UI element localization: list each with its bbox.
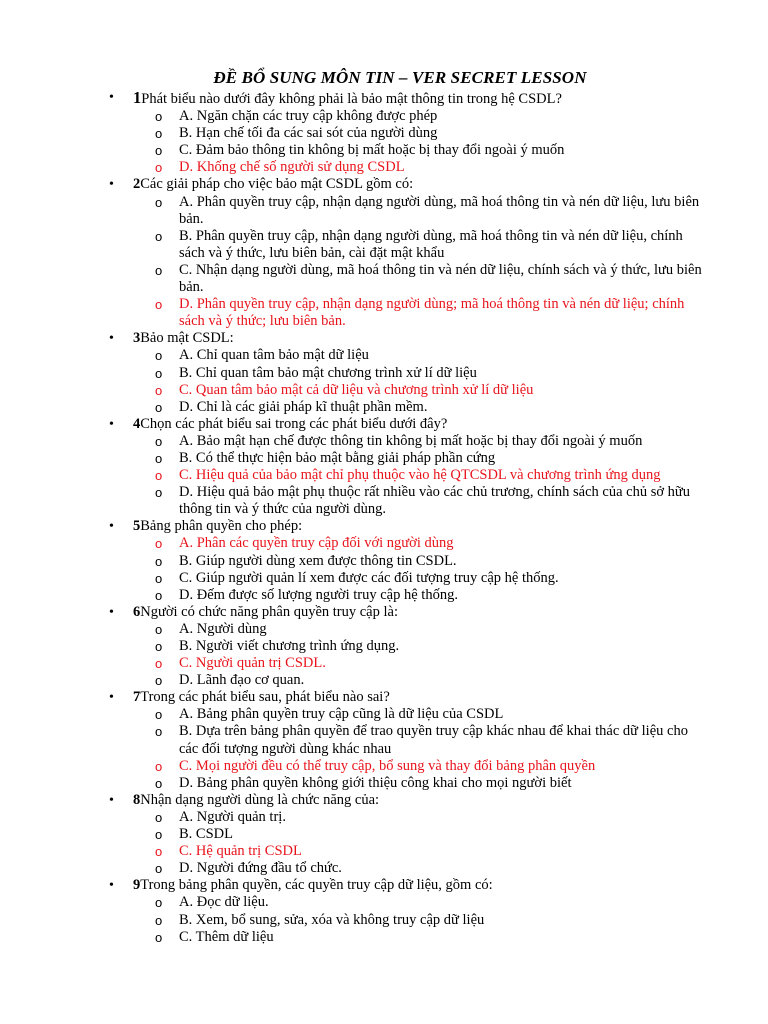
question-text: Chọn các phát biểu sai trong các phát biểu dưới đây?	[140, 415, 448, 432]
option-text: A. Bảng phân quyền truy cập cũng là dữ liệu của CSDL	[179, 706, 504, 723]
question-number: 4	[133, 415, 141, 432]
option-bullet-icon: o	[155, 399, 163, 415]
option-text: D. Chỉ là các giải pháp kĩ thuật phần mềm.	[179, 398, 428, 415]
option-bullet-icon: o	[155, 861, 163, 877]
question-item	[0, 330, 768, 415]
question-bullet-icon: •	[109, 90, 114, 105]
option-text: D. Bảng phân quyền không giới thiệu công khai cho mọi người biết	[179, 774, 572, 791]
answer-option	[155, 364, 768, 382]
question-item	[0, 604, 768, 689]
option-bullet-icon: o	[155, 809, 163, 825]
option-text: D. Phân quyền truy cập, nhận dạng người dùng; mã hoá thông tin và nén dữ liệu; chính sách và ý thức; lưu biên bản.	[179, 296, 685, 330]
option-text: C. Mọi người đều có thể truy cập, bổ sung và thay đổi bảng phân quyền	[179, 757, 596, 774]
option-bullet-icon: o	[155, 724, 163, 740]
answer-option-correct	[155, 655, 768, 672]
option-bullet-icon: o	[155, 912, 163, 928]
question-item	[0, 518, 768, 603]
option-text: C. Người quản trị CSDL.	[179, 655, 326, 672]
question-number: 5	[133, 518, 141, 535]
option-text: C. Thêm dữ liệu	[179, 928, 274, 945]
question-number: 9	[133, 877, 141, 894]
question-text: Nhận dạng người dùng là chức năng của:	[140, 791, 380, 808]
question-item	[0, 689, 768, 792]
question-item	[0, 89, 768, 176]
option-bullet-icon: o	[155, 895, 163, 911]
answer-option	[155, 569, 768, 587]
option-bullet-icon: o	[155, 570, 163, 586]
option-bullet-icon: o	[155, 929, 163, 945]
answer-option	[155, 125, 768, 142]
question-list	[0, 89, 768, 946]
question-number: 1	[133, 88, 142, 107]
option-bullet-icon: o	[155, 450, 163, 466]
option-text: A. Người quản trị.	[179, 808, 286, 825]
option-bullet-icon: o	[155, 433, 163, 449]
option-bullet-icon: o	[155, 656, 163, 672]
question-number: 8	[133, 791, 141, 808]
option-list	[133, 535, 768, 603]
answer-option	[155, 620, 768, 638]
option-text: B. Chỉ quan tâm bảo mật chương trình xử lí dữ liệu	[179, 364, 477, 381]
question-bullet-icon: •	[109, 416, 114, 432]
question-bullet-icon: •	[109, 331, 114, 347]
option-text: C. Nhận dạng người dùng, mã hoá thông tin và nén dữ liệu, chính sách và ý thức, lưu biên bản.	[179, 261, 702, 296]
option-bullet-icon: o	[155, 639, 163, 654]
option-bullet-icon: o	[155, 775, 163, 791]
answer-option	[155, 826, 768, 843]
question-bullet-icon: •	[109, 878, 114, 894]
option-text: B. Giúp người dùng xem được thông tin CSDL.	[179, 552, 457, 569]
option-bullet-icon: o	[155, 536, 163, 552]
option-list	[133, 347, 768, 415]
answer-option-correct	[155, 535, 768, 552]
answer-option	[155, 449, 768, 467]
option-text: D. Lãnh đạo cơ quan.	[179, 672, 305, 689]
option-bullet-icon: o	[155, 348, 163, 364]
answer-option	[155, 261, 768, 296]
option-text: D. Người đứng đầu tổ chức.	[179, 860, 342, 877]
answer-option	[155, 774, 768, 792]
question-text: Bảo mật CSDL:	[140, 330, 234, 347]
option-bullet-icon: o	[155, 382, 163, 398]
answer-option	[155, 911, 768, 929]
option-list	[133, 108, 768, 176]
question-bullet-icon: •	[109, 792, 114, 808]
question-number: 7	[133, 689, 141, 706]
question-bullet-icon: •	[109, 519, 114, 535]
option-list	[133, 894, 768, 945]
answer-option	[155, 227, 768, 262]
option-bullet-icon: o	[155, 485, 163, 501]
option-bullet-icon: o	[155, 297, 163, 313]
option-bullet-icon: o	[155, 365, 163, 381]
option-bullet-icon: o	[155, 228, 163, 244]
answer-option	[155, 432, 768, 450]
option-text: C. Đảm bảo thông tin không bị mất hoặc bị thay đổi ngoài ý muốn	[179, 142, 565, 159]
option-bullet-icon: o	[155, 262, 163, 278]
answer-option-correct	[155, 159, 768, 176]
option-text: D. Hiệu quả bảo mật phụ thuộc rất nhiều vào các chủ trương, chính sách của chủ sở hữu thông tin và ý thức của người dùng.	[179, 484, 691, 518]
answer-option	[155, 706, 768, 723]
question-number: 6	[133, 603, 141, 620]
option-bullet-icon: o	[155, 143, 163, 159]
answer-option-correct	[155, 296, 768, 330]
option-bullet-icon: o	[155, 553, 163, 569]
question-text: Bảng phân quyền cho phép:	[140, 518, 303, 535]
answer-option	[155, 638, 768, 655]
option-bullet-icon: o	[155, 758, 163, 774]
option-text: B. Xem, bổ sung, sửa, xóa và không truy cập dữ liệu	[179, 911, 485, 928]
option-text: B. Phân quyền truy cập, nhận dạng người dùng, mã hoá thông tin và nén dữ liệu, chính sách và ý thức, lưu biên bản, cài đặt mật khẩu	[179, 227, 683, 261]
answer-option	[155, 552, 768, 570]
question-text: Trong bảng phân quyền, các quyền truy cập dữ liệu, gồm có:	[140, 877, 493, 894]
option-text: A. Phân quyền truy cập, nhận dạng người dùng, mã hoá thông tin và nén dữ liệu, lưu biên bản.	[179, 193, 700, 227]
option-list	[133, 621, 768, 689]
option-text: B. Có thể thực hiện bảo mật bằng giải pháp phần cứng	[179, 449, 496, 466]
answer-option-correct	[155, 843, 768, 860]
answer-option	[155, 672, 768, 689]
question-bullet-icon: •	[109, 177, 114, 193]
option-bullet-icon: o	[155, 468, 163, 484]
option-text: A. Bảo mật hạn chế được thông tin không bị mất hoặc bị thay đổi ngoài ý muốn	[179, 432, 643, 449]
answer-option	[155, 347, 768, 364]
option-bullet-icon: o	[155, 844, 163, 860]
question-number: 2	[133, 176, 141, 193]
option-text: B. Hạn chế tối đa các sai sót của người dùng	[179, 125, 438, 142]
question-text: Các giải pháp cho việc bảo mật CSDL gồm có:	[140, 176, 414, 193]
answer-option	[155, 586, 768, 604]
answer-option	[155, 894, 768, 911]
answer-option-correct	[155, 381, 768, 399]
question-text: Người có chức năng phân quyền truy cập là:	[140, 603, 398, 620]
answer-option	[155, 108, 768, 125]
answer-option	[155, 723, 768, 757]
option-text: A. Đọc dữ liệu.	[179, 894, 269, 911]
option-bullet-icon: o	[155, 109, 163, 125]
option-bullet-icon: o	[155, 160, 163, 176]
option-bullet-icon: o	[155, 126, 163, 142]
question-item	[0, 877, 768, 945]
question-item	[0, 792, 768, 877]
question-item	[0, 416, 768, 519]
option-text: A. Ngăn chặn các truy cập không được phép	[179, 108, 438, 125]
option-text: A. Chỉ quan tâm bảo mật dữ liệu	[179, 347, 369, 364]
option-bullet-icon: o	[155, 621, 163, 637]
option-list	[133, 706, 768, 791]
option-text: C. Quan tâm bảo mật cả dữ liệu và chương trình xử lí dữ liệu	[179, 381, 534, 398]
option-list	[133, 809, 768, 877]
option-bullet-icon: o	[155, 194, 163, 210]
document-title: ĐỀ BỔ SUNG MÔN TIN – VER SECRET LESSON	[213, 68, 587, 87]
option-text: A. Người dùng	[179, 620, 267, 637]
option-text: B. CSDL	[179, 826, 233, 843]
question-text: Phát biểu nào dưới đây không phải là bảo mật thông tin trong hệ CSDL?	[141, 91, 562, 107]
option-bullet-icon: o	[155, 707, 163, 723]
answer-option	[155, 928, 768, 946]
option-list	[133, 433, 768, 518]
answer-option	[155, 142, 768, 159]
option-text: A. Phân các quyền truy cập đối với người dùng	[179, 535, 454, 552]
option-list	[133, 194, 768, 331]
question-text: Trong các phát biểu sau, phát biểu nào sai?	[140, 689, 390, 706]
option-text: D. Đếm được số lượng người truy cập hệ thống.	[179, 586, 458, 603]
option-bullet-icon: o	[155, 827, 163, 843]
answer-option-correct	[155, 757, 768, 775]
option-bullet-icon: o	[155, 587, 163, 603]
option-text: B. Người viết chương trình ứng dụng.	[179, 638, 400, 654]
answer-option-correct	[155, 467, 768, 484]
option-text: C. Hiệu quả của bảo mật chỉ phụ thuộc vào hệ QTCSDL và chương trình ứng dụng	[179, 467, 661, 484]
option-bullet-icon: o	[155, 673, 163, 689]
option-text: C. Giúp người quản lí xem được các đối tượng truy cập hệ thống.	[179, 569, 559, 586]
option-text: C. Hệ quản trị CSDL	[179, 843, 302, 860]
question-number: 3	[133, 330, 141, 347]
question-bullet-icon: •	[109, 604, 114, 620]
answer-option	[155, 860, 768, 877]
option-text: B. Dựa trên bảng phân quyền để trao quyền truy cập khác nhau để khai thác dữ liệu cho các đối tượng người dùng khác nhau	[179, 723, 688, 757]
answer-option	[155, 193, 768, 228]
question-item	[0, 176, 768, 330]
answer-option	[155, 398, 768, 416]
option-text: D. Khống chế số người sử dụng CSDL	[179, 159, 405, 176]
answer-option	[155, 808, 768, 826]
question-bullet-icon: •	[109, 690, 114, 706]
answer-option	[155, 484, 768, 518]
